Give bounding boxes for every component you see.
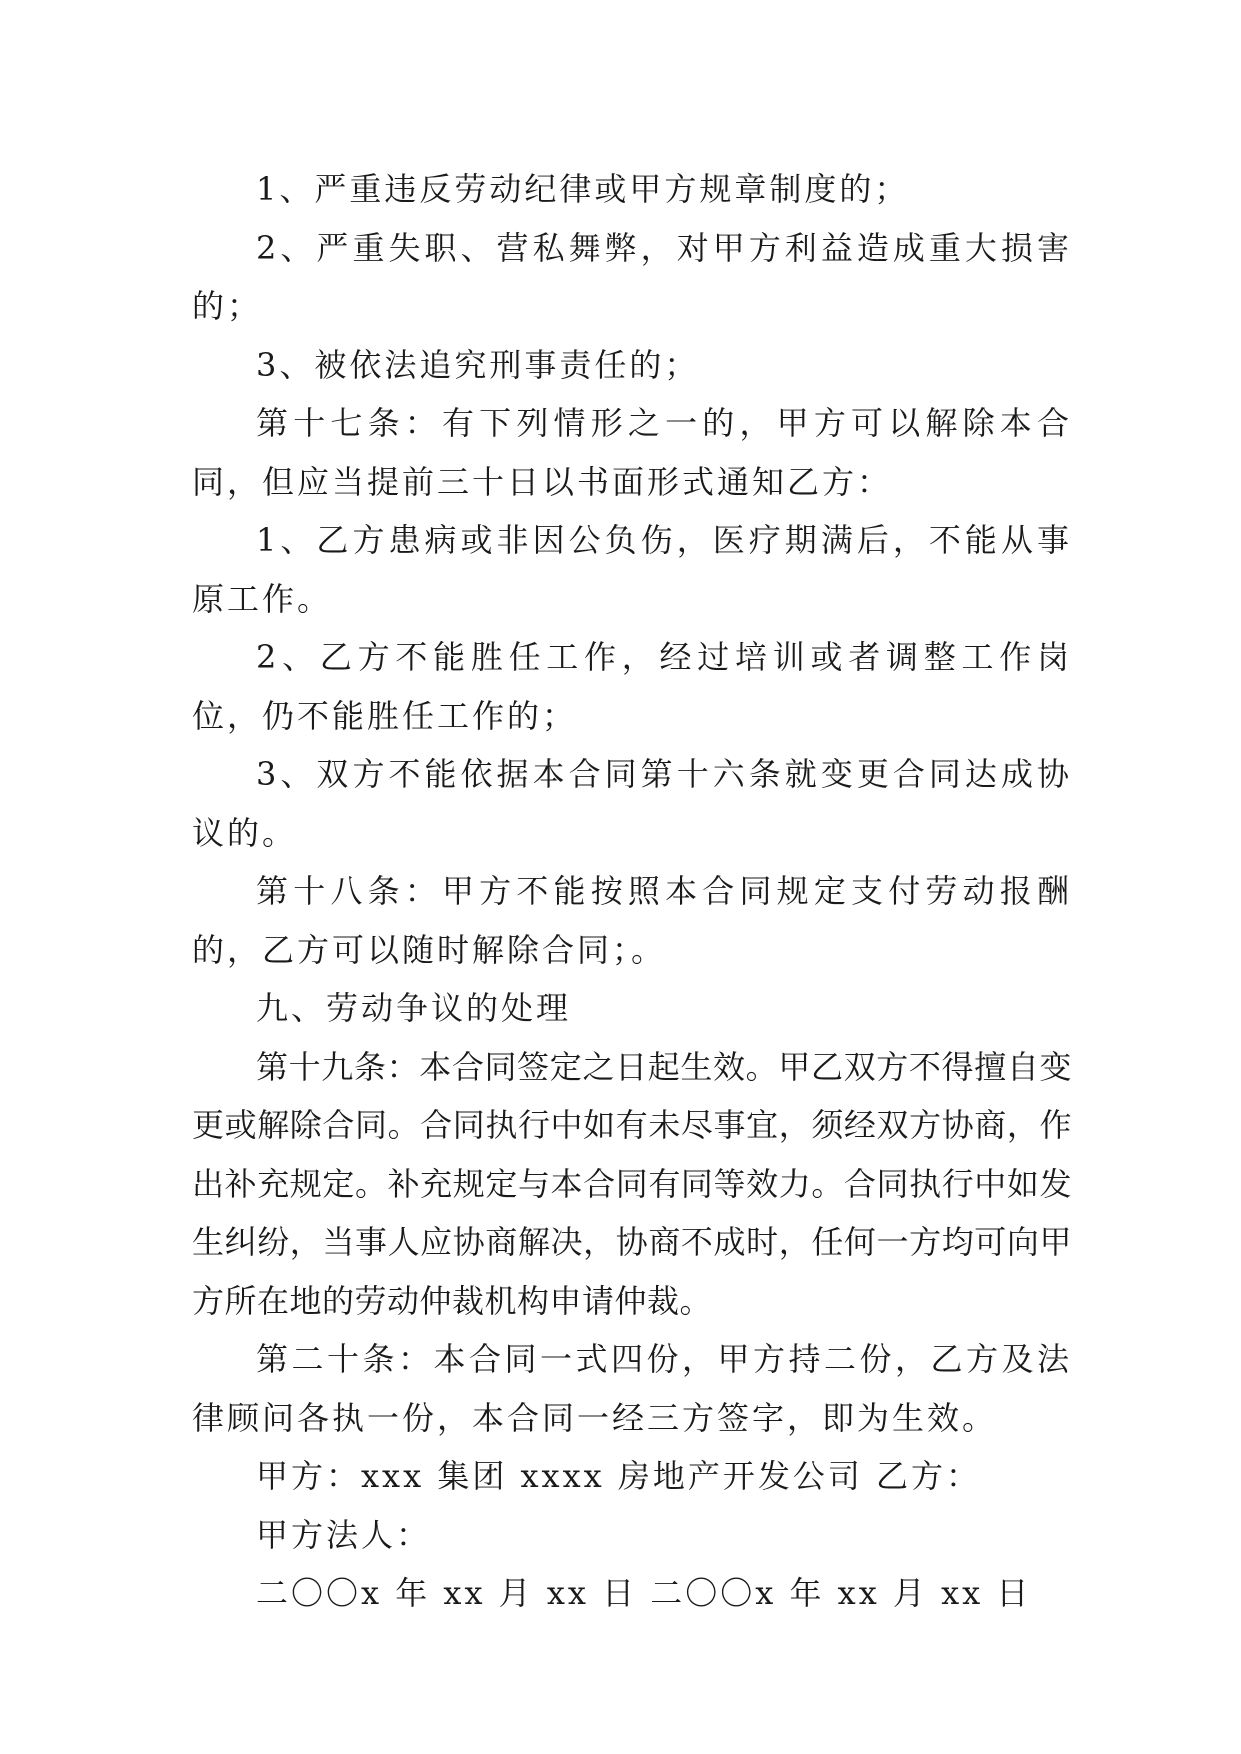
signature-parties: 甲方：xxx 集团 xxxx 房地产开发公司 乙方： — [256, 1457, 982, 1495]
article-17-item-1: 1、乙方患病或非因公负伤，医疗期满后，不能从事原工作。 — [192, 521, 1072, 618]
signature-dates: 二〇〇x 年 xx 月 xx 日 二〇〇x 年 xx 月 xx 日 — [256, 1574, 1032, 1612]
article-18: 第十八条：甲方不能按照本合同规定支付劳动报酬的，乙方可以随时解除合同；。 — [192, 872, 1072, 969]
clause-item-2: 2、严重失职、营私舞弊，对甲方利益造成重大损害的； — [192, 228, 1072, 325]
article-17: 第十七条：有下列情形之一的，甲方可以解除本合同，但应当提前三十日以书面形式通知乙方： — [192, 404, 1072, 501]
article-17-item-2: 2、乙方不能胜任工作，经过培训或者调整工作岗位，仍不能胜任工作的； — [192, 638, 1072, 735]
article-17-item-3: 3、双方不能依据本合同第十六条就变更合同达成协议的。 — [192, 755, 1072, 852]
clause-item-3: 3、被依法追究刑事责任的； — [256, 345, 700, 384]
clause-item-1: 1、严重违反劳动纪律或甲方规章制度的； — [256, 170, 910, 208]
contract-body — [192, 160, 1072, 1623]
section-heading-9: 九、劳动争议的处理 — [256, 989, 572, 1027]
signature-legal-rep: 甲方法人： — [256, 1515, 432, 1554]
article-19: 第十九条：本合同签定之日起生效。甲乙双方不得擅自变更或解除合同。合同执行中如有未尽事宜，须经双方协商，作出补充规定。补充规定与本合同有同等效力。合同执行中如发生纠纷，当事人应协商解决，协商不成时，任何一方均可向甲方所在地的劳动仲裁机构申请仲裁。 — [192, 1047, 1072, 1320]
article-20: 第二十条：本合同一式四份，甲方持二份，乙方及法律顾问各执一份，本合同一经三方签字，即为生效。 — [192, 1340, 1072, 1437]
